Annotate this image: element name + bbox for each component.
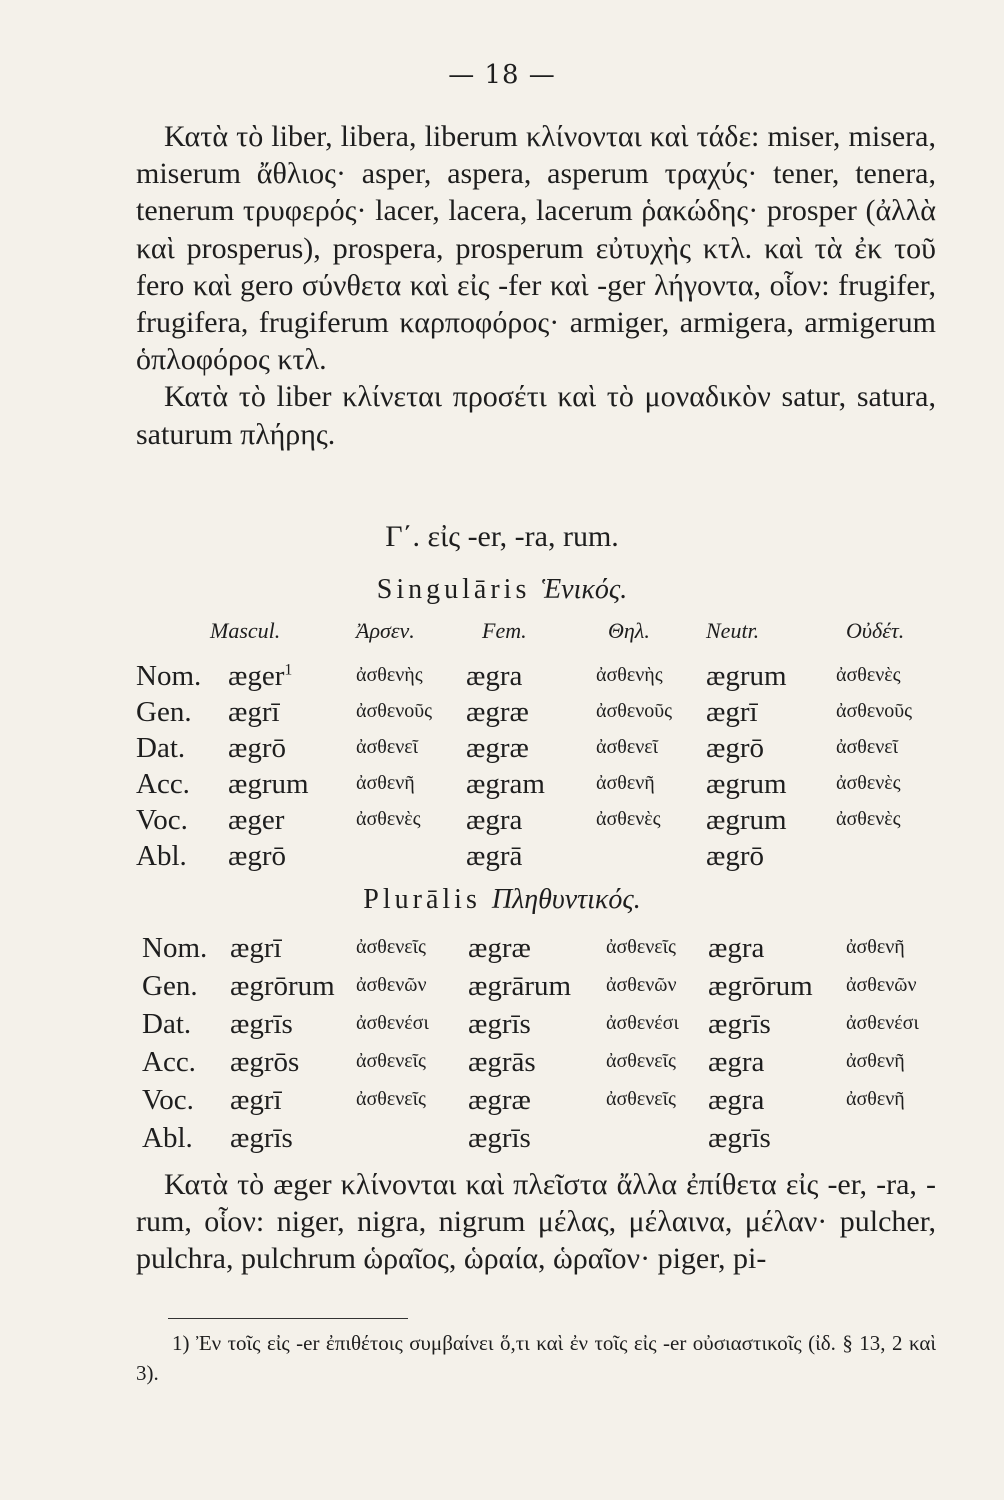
masculine-greek: ἀσθενῶν (356, 974, 427, 996)
case-label: Voc. (142, 1084, 194, 1116)
masculine-form: ægrōs (230, 1046, 300, 1078)
table-row (0, 804, 1004, 838)
masculine-greek: ἀσθενοῦς (356, 700, 433, 722)
plural-heading-latin: Plurālis (363, 884, 481, 915)
case-label: Acc. (142, 1046, 196, 1078)
header-neuter-greek: Οὐδέτ. (846, 618, 905, 643)
footnote-text: 1) Ἐν τοῖς εἰς -er ἐπιθέτοις συμβαίνει ὅ,τι καὶ ἐν τοῖς εἰς -er οὐσιαστικοῖς (ἰδ. § 13, 2 καὶ 3). (136, 1331, 936, 1385)
masculine-form: ægrī (230, 1084, 282, 1116)
plural-heading (0, 884, 1004, 916)
neuter-form: ægrōrum (708, 970, 813, 1002)
neuter-greek: ἀσθενῶν (846, 974, 917, 996)
table-row (0, 970, 1004, 1004)
footnote (136, 1328, 936, 1388)
case-label: Voc. (136, 804, 188, 836)
feminine-form: ægram (466, 768, 545, 800)
feminine-greek: ἀσθενεῖς (606, 1088, 676, 1110)
feminine-greek: ἀσθενοῦς (596, 700, 673, 722)
case-label: Nom. (136, 660, 202, 692)
neuter-form: ægrīs (708, 1122, 771, 1154)
feminine-form: ægræ (466, 732, 529, 764)
header-masculine-greek: Ἀρσεν. (356, 618, 415, 643)
neuter-form: ægra (708, 932, 765, 964)
closing-text (136, 1166, 936, 1278)
feminine-form: ægra (466, 660, 523, 692)
masculine-greek: ἀσθενὲς (356, 808, 421, 830)
neuter-form: ægrum (706, 660, 787, 692)
table-row (0, 660, 1004, 694)
footnote-rule (168, 1318, 408, 1319)
table-row (0, 932, 1004, 966)
feminine-greek: ἀσθενὴς (596, 664, 663, 686)
table-row (0, 732, 1004, 766)
feminine-greek: ἀσθενεῖς (606, 1050, 676, 1072)
table-row (0, 768, 1004, 802)
neuter-greek: ἀσθενῆ (846, 1088, 905, 1110)
closing-paragraph: Κατὰ τὸ æger κλίνονται καὶ πλεῖστα ἄλλα ἐπίθετα εἰς -er, -ra, -rum, οἷον: niger, nigra, nigrum μέλας, μέλαινα, μέλαν· pulcher, pulchra, pulchrum ὡραῖος, ὡραία, ὡραῖον· piger, pi- (136, 1168, 936, 1276)
neuter-greek: ἀσθενῆ (846, 936, 905, 958)
header-neuter: Neutr. (706, 618, 760, 643)
intro-paragraph-1: Κατὰ τὸ liber, libera, liberum κλίνονται καὶ τάδε: miser, misera, miserum ἄθλιος· asper, aspera, asperum τραχύς· tener, tenera, tenerum τρυφερός· lacer, lacera, lacerum ῥακώδης· prosper (ἀλλὰ καὶ prosperus), prospera, prosperum εὐτυχὴς κτλ. καὶ τὰ ἐκ τοῦ fero καὶ gero σύνθετα καὶ εἰς -fer καὶ -ger λήγοντα, οἷον: frugifer, frugifera, frugiferum καρποφόρος· armiger, armigera, armigerum ὁπλοφόρος κτλ. (136, 120, 936, 377)
neuter-greek: ἀσθενὲς (836, 772, 901, 794)
table-row (0, 1008, 1004, 1042)
neuter-form: ægrum (706, 768, 787, 800)
neuter-form: ægra (708, 1046, 765, 1078)
singular-heading (0, 574, 1004, 606)
feminine-greek: ἀσθενέσι (606, 1012, 679, 1034)
plural-heading-greek: Πληθυντικός. (491, 884, 641, 915)
case-label: Acc. (136, 768, 190, 800)
feminine-form: ægrā (466, 840, 523, 872)
neuter-greek: ἀσθενὲς (836, 808, 901, 830)
section-heading: Γ΄. εἰς -er, -ra, rum. (385, 520, 619, 553)
table-row (0, 1084, 1004, 1118)
neuter-form: ægrum (706, 804, 787, 836)
table-row (0, 1122, 1004, 1156)
feminine-form: ægrīs (468, 1122, 531, 1154)
feminine-greek: ἀσθενεῖ (596, 736, 659, 758)
masculine-form: ægrōrum (230, 970, 335, 1002)
case-label: Abl. (142, 1122, 193, 1154)
neuter-form: ægrō (706, 732, 764, 764)
masculine-greek: ἀσθενῆ (356, 772, 415, 794)
page-number: — 18 — (448, 60, 556, 90)
table-row (0, 1046, 1004, 1080)
masculine-form: ægrō (228, 732, 286, 764)
header-feminine: Fem. (482, 618, 527, 643)
case-label: Gen. (136, 696, 192, 728)
feminine-form: ægrārum (468, 970, 572, 1002)
header-masculine: Mascul. (210, 618, 281, 643)
intro-paragraph-2: Κατὰ τὸ liber κλίνεται προσέτι καὶ τὸ μοναδικὸν satur, satura, saturum πλήρης. (136, 380, 936, 451)
feminine-form: ægra (466, 804, 523, 836)
singular-heading-latin: Singulāris (376, 574, 531, 605)
case-label: Gen. (142, 970, 198, 1002)
neuter-greek: ἀσθενέσι (846, 1012, 919, 1034)
masculine-greek: ἀσθενεῖς (356, 1050, 426, 1072)
masculine-greek: ἀσθενεῖ (356, 736, 419, 758)
masculine-greek: ἀσθενέσι (356, 1012, 429, 1034)
neuter-greek: ἀσθενεῖ (836, 736, 899, 758)
feminine-greek: ἀσθενὲς (596, 808, 661, 830)
feminine-greek: ἀσθενῶν (606, 974, 677, 996)
masculine-form: æger$^1$ (228, 660, 293, 692)
neuter-greek: ἀσθενῆ (846, 1050, 905, 1072)
case-label: Nom. (142, 932, 208, 964)
feminine-form: ægræ (468, 1084, 531, 1116)
masculine-form: ægrō (228, 840, 286, 872)
feminine-form: ægræ (466, 696, 529, 728)
feminine-form: ægrīs (468, 1008, 531, 1040)
singular-heading-greek: Ἑνικός. (541, 574, 628, 605)
masculine-greek: ἀσθενεῖς (356, 936, 426, 958)
feminine-form: ægræ (468, 932, 531, 964)
table-row (0, 696, 1004, 730)
neuter-form: ægrō (706, 840, 764, 872)
masculine-form: ægrī (228, 696, 280, 728)
feminine-greek: ἀσθενῆ (596, 772, 655, 794)
masculine-greek: ἀσθενὴς (356, 664, 423, 686)
masculine-form: ægrum (228, 768, 309, 800)
footnote-marker: 1 (284, 661, 293, 679)
masculine-form: æger (228, 804, 285, 836)
case-label: Dat. (142, 1008, 192, 1040)
neuter-greek: ἀσθενὲς (836, 664, 901, 686)
case-label: Abl. (136, 840, 187, 872)
neuter-greek: ἀσθενοῦς (836, 700, 913, 722)
masculine-form: ægrīs (230, 1122, 293, 1154)
masculine-form: ægrī (230, 932, 282, 964)
intro-text (136, 118, 936, 453)
masculine-greek: ἀσθενεῖς (356, 1088, 426, 1110)
masculine-form: ægrīs (230, 1008, 293, 1040)
neuter-form: ægrī (706, 696, 758, 728)
neuter-form: ægrīs (708, 1008, 771, 1040)
case-label: Dat. (136, 732, 186, 764)
neuter-form: ægra (708, 1084, 765, 1116)
feminine-form: ægrās (468, 1046, 536, 1078)
table-row (0, 840, 1004, 874)
header-feminine-greek: Θηλ. (608, 618, 650, 643)
feminine-greek: ἀσθενεῖς (606, 936, 676, 958)
